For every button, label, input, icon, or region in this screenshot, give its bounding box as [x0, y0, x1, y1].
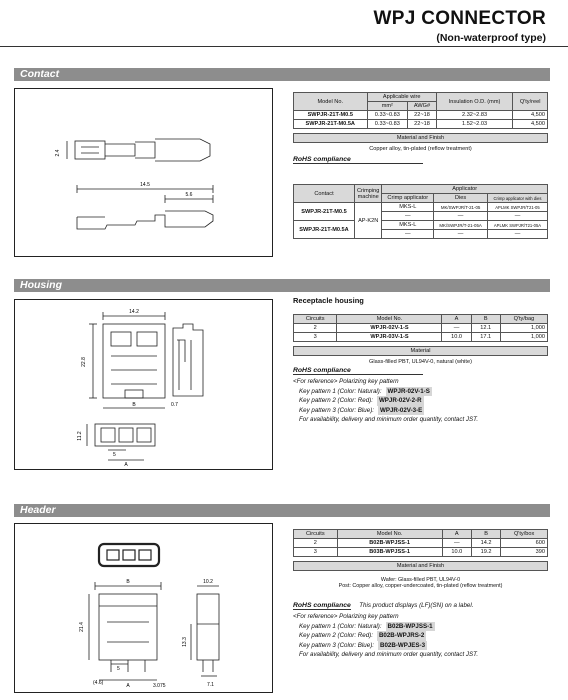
material-header: Material and Finish: [294, 134, 548, 143]
col-circuits: Circuits: [294, 315, 337, 324]
header-rohs-note: This product displays (LF)(SN) on a label.: [359, 602, 474, 609]
header-front: [99, 594, 157, 660]
cell-circuits: 2: [294, 539, 338, 548]
applicator-table: [293, 184, 548, 239]
table-row: [294, 203, 548, 212]
table-row: [294, 539, 548, 548]
cell-model: SWPJR-21T-M0.5: [294, 111, 368, 120]
housing-material-table: [293, 346, 548, 367]
header-dim-left: (4.6): [93, 680, 104, 686]
pattern-model: WPJR-02V-2-R: [378, 397, 422, 404]
pattern-label: Key pattern 3 (Color: Blue):: [299, 641, 374, 649]
col-b: B: [471, 530, 500, 539]
header-side: [197, 594, 219, 660]
cell-contact: SWPJR-21T-M0.5: [294, 203, 355, 221]
material-header: Material: [294, 347, 548, 356]
housing-ref-title: <For reference> Polarizing key pattern: [293, 378, 399, 385]
cell-dies: MK/SWPJR/T-21-05: [434, 203, 488, 212]
col-applicator: Applicator: [382, 185, 548, 194]
cell-awg: 22~18: [408, 120, 437, 129]
material-text: Copper alloy, tin-plated (reflow treatment): [369, 146, 472, 152]
housing-bottom: [95, 424, 155, 446]
pattern-model: B02B-WPJSS-1: [387, 622, 433, 630]
pattern-model: B02B-WPJRS-2: [378, 632, 425, 639]
header-top: [99, 544, 159, 566]
contact-crimp-top: [155, 139, 210, 161]
housing-dim-thickness: 0.7: [171, 402, 178, 408]
col-crimping-machine: Crimping machine: [355, 185, 382, 203]
pattern-label: Key pattern 2 (Color: Red):: [299, 632, 373, 639]
header-drawing-svg: [15, 524, 272, 692]
contact-table: [293, 92, 548, 129]
table-row: [294, 221, 548, 230]
header-dim-pitch: 5: [117, 666, 120, 672]
list-item: [293, 396, 548, 406]
contact-neck-top: [105, 144, 135, 156]
header-table: [293, 529, 548, 557]
material-text: Glass-filled PBT, UL94V-0, natural (white): [369, 358, 472, 365]
col-model: Model No.: [294, 93, 368, 111]
contact-material-table: [293, 133, 548, 155]
pattern-label: Key pattern 1 (Color: Natural):: [299, 622, 382, 630]
header-dim-a: A: [126, 683, 130, 689]
cell-mm2: 0.33~0.83: [367, 120, 408, 129]
page-subtitle: (Non-waterproof type): [436, 32, 546, 44]
col-qty-reel: Q'ty/reel: [513, 93, 548, 111]
list-item: [293, 641, 548, 651]
list-item: [293, 622, 548, 632]
list-item: [293, 631, 548, 641]
cell-dies: —: [434, 230, 488, 239]
section-contact: Contact: [14, 68, 550, 81]
contact-rohs: RoHS compliance: [293, 156, 423, 164]
header-dim-height: 21.4: [79, 622, 85, 632]
cell-dies: —: [434, 212, 488, 221]
cell-circuits: 3: [294, 333, 337, 342]
material-line-2: Post: Copper alloy, copper-undercoated, tin-plated (reflow treatment): [338, 583, 503, 589]
page-title: WPJ CONNECTOR: [373, 8, 546, 29]
cell-od: 1.52~2.03: [436, 120, 512, 129]
header-material-table: [293, 561, 548, 571]
cell-b: 17.1: [471, 333, 500, 342]
cell-qty: 600: [501, 539, 548, 548]
cell-machine: AP-K2N: [355, 203, 382, 239]
cell-with-dies: APLMK SWPJR/T21-05A: [487, 221, 547, 230]
col-b: B: [471, 315, 500, 324]
cell-od: 2.32~2.83: [436, 111, 512, 120]
list-item: [293, 387, 548, 397]
pattern-model: WPJR-02V-3-E: [379, 406, 423, 414]
col-model: Model No.: [337, 315, 442, 324]
table-row: [294, 111, 548, 120]
housing-side: [173, 324, 203, 396]
cell-qty: 390: [501, 548, 548, 557]
cell-crimp: —: [382, 212, 434, 221]
cell-qty: 1,000: [500, 333, 547, 342]
col-applicable-wire: Applicable wire: [367, 93, 436, 102]
header-rohs: RoHS compliance: [293, 602, 351, 609]
table-row: [294, 324, 548, 333]
cell-b: 19.2: [471, 548, 500, 557]
cell-circuits: 2: [294, 324, 337, 333]
housing-dim-bottom-height: 11.2: [77, 431, 83, 441]
cell-qty: 1,000: [500, 324, 547, 333]
material-line-1: Wafer: Glass-filled PBT, UL94V-0: [380, 577, 461, 583]
contact-drawing: [14, 88, 273, 257]
title-rule: [0, 46, 568, 47]
pattern-label: Key pattern 2 (Color: Red):: [299, 397, 373, 404]
contact-dim-crimp: 5.6: [185, 192, 193, 198]
housing-dim-height: 22.8: [81, 357, 87, 367]
contact-barrel-top: [135, 142, 155, 158]
housing-heading: Receptacle housing: [293, 296, 364, 305]
cell-qty: 4,500: [513, 120, 548, 129]
cell-a: —: [442, 539, 471, 548]
col-a: A: [442, 530, 471, 539]
cell-a: 10.0: [442, 548, 471, 557]
housing-dim-a: A: [124, 462, 128, 468]
housing-drawing-svg: [15, 300, 272, 469]
cell-mm2: 0.33~0.83: [367, 111, 408, 120]
col-qty-box: Q'ty/box: [501, 530, 548, 539]
col-contact: Contact: [294, 185, 355, 203]
col-awg: AWG#: [408, 102, 437, 111]
cell-crimp: —: [382, 230, 434, 239]
cell-model: SWPJR-21T-M0.5A: [294, 120, 368, 129]
cell-b: 12.1: [471, 324, 500, 333]
housing-front: [103, 324, 165, 398]
cell-model: B02B-WPJSS-1: [337, 539, 442, 548]
cell-with-dies: APLMK SWPJR/T21-05: [487, 203, 547, 212]
table-row: [294, 120, 548, 129]
pattern-label: Key pattern 1 (Color: Natural):: [299, 387, 382, 395]
section-header: Header: [14, 504, 550, 517]
pattern-model: B02B-WPJES-3: [379, 641, 426, 649]
cell-model: WPJR-02V-1-S: [337, 324, 442, 333]
housing-dim-width: 14.2: [129, 309, 139, 315]
cell-dies: MK/SWPJR/T-21-05A: [434, 221, 488, 230]
cell-qty: 4,500: [513, 111, 548, 120]
col-dies: Dies: [434, 194, 488, 203]
list-item: [293, 406, 548, 416]
header-dim-side-width: 10.2: [203, 579, 213, 585]
header-dim-right: 3.075: [153, 683, 166, 689]
col-qty-bag: Q'ty/bag: [500, 315, 547, 324]
col-a: A: [442, 315, 471, 324]
cell-model: WPJR-03V-1-S: [337, 333, 442, 342]
col-model: Model No.: [337, 530, 442, 539]
header-availability: For availability, delivery and minimum order quantity, contact JST.: [299, 651, 479, 658]
cell-awg: 22~18: [408, 111, 437, 120]
contact-side: [77, 211, 213, 229]
housing-drawing: [14, 299, 273, 470]
contact-body-top: [75, 141, 105, 159]
cell-with-dies: —: [487, 212, 547, 221]
contact-drawing-svg: [15, 89, 272, 256]
col-crimp-applicator: Crimp applicator: [382, 194, 434, 203]
contact-spec-block: [293, 92, 548, 239]
cell-a: 10.0: [442, 333, 471, 342]
pattern-model: WPJR-02V-1-S: [387, 387, 430, 395]
header-drawing: [14, 523, 273, 693]
header-dim-side-height: 13.3: [182, 637, 188, 647]
housing-table: [293, 314, 548, 342]
housing-dim-pitch: 5: [113, 452, 116, 458]
table-row: [294, 548, 548, 557]
pattern-label: Key pattern 3 (Color: Blue):: [299, 406, 374, 414]
cell-crimp: MKS-L: [382, 203, 434, 212]
cell-with-dies: —: [487, 230, 547, 239]
housing-spec-block: [293, 296, 548, 425]
contact-dim-height: 2.4: [55, 149, 61, 157]
material-header: Material and Finish: [294, 562, 548, 571]
header-dim-b: B: [126, 579, 130, 585]
col-mm2: mm²: [367, 102, 408, 111]
header-ref-title: <For reference> Polarizing key pattern: [293, 613, 399, 620]
table-row: [294, 333, 548, 342]
cell-model: B03B-WPJSS-1: [337, 548, 442, 557]
contact-dim-length: 14.5: [140, 182, 150, 188]
cell-contact: SWPJR-21T-M0.5A: [294, 221, 355, 239]
section-housing: Housing: [14, 279, 550, 292]
header-spec-block: [293, 529, 548, 660]
housing-rohs: RoHS compliance: [293, 367, 423, 375]
col-insulation-od: Insulation O.D. (mm): [436, 93, 512, 111]
housing-dim-b: B: [132, 402, 136, 408]
header-dim-foot: 7.1: [207, 682, 214, 688]
cell-circuits: 3: [294, 548, 338, 557]
cell-b: 14.2: [471, 539, 500, 548]
housing-availability: For availability, delivery and minimum order quantity, contact JST.: [299, 416, 479, 423]
cell-crimp: MKS-L: [382, 221, 434, 230]
cell-a: —: [442, 324, 471, 333]
col-circuits: Circuits: [294, 530, 338, 539]
header-rohs-row: [293, 594, 548, 612]
col-with-dies: Crimp applicator with dies: [487, 194, 547, 203]
